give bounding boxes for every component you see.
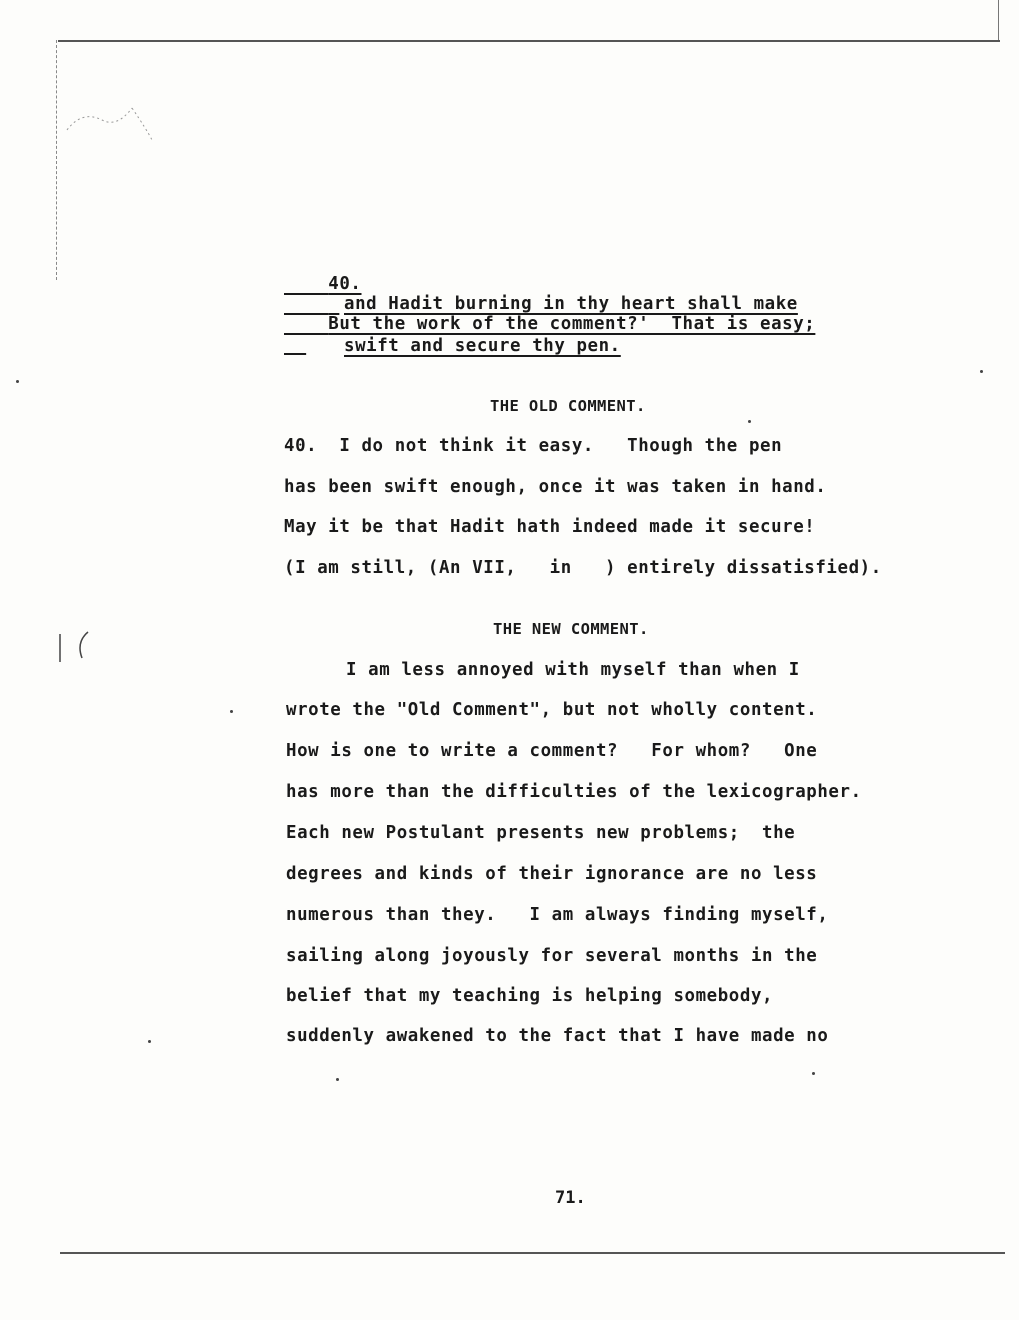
- page-number: 71.: [555, 1188, 586, 1208]
- old-comment-line-3: May it be that Hadit hath indeed made it secure!: [284, 517, 816, 537]
- new-comment-line-2: wrote the "Old Comment", but not wholly content.: [286, 700, 818, 720]
- scan-speck: [748, 420, 751, 423]
- scan-speck: [16, 380, 19, 383]
- new-comment-line-5: Each new Postulant presents new problems; the: [286, 823, 796, 843]
- verse-line-3: swift and secure thy pen.: [344, 336, 621, 356]
- pencil-scribble-mark: [62, 100, 162, 160]
- new-comment-line-6: degrees and kinds of their ignorance are no less: [286, 864, 818, 884]
- new-comment-line-3: How is one to write a comment? For whom? One: [286, 741, 818, 761]
- new-comment-heading: THE NEW COMMENT.: [493, 620, 649, 638]
- scan-speck: [812, 1072, 815, 1075]
- bottom-border-line: [60, 1252, 1005, 1254]
- new-comment-line-1: I am less annoyed with myself than when I: [346, 660, 800, 680]
- verse-text-1: But the work of the comment?' That is easy;: [328, 314, 816, 334]
- new-comment-line-10: suddenly awakened to the fact that I have made no: [286, 1026, 829, 1046]
- left-border-line: [56, 40, 57, 280]
- scan-speck: [230, 710, 233, 713]
- new-comment-line-9: belief that my teaching is helping somebody,: [286, 986, 774, 1006]
- right-edge-line: [998, 0, 999, 40]
- old-comment-line-4: (I am still, (An VII, in ) entirely dissatisfied).: [284, 558, 882, 578]
- new-comment-line-7: numerous than they. I am always finding myself,: [286, 905, 829, 925]
- scan-speck: [148, 1040, 151, 1043]
- verse-line-2: and Hadit burning in thy heart shall make: [344, 294, 798, 314]
- scan-speck: [980, 370, 983, 373]
- verse-number: 40.: [328, 274, 362, 294]
- old-comment-line-2: has been swift enough, once it was taken in hand.: [284, 477, 827, 497]
- old-comment-line-1: 40. I do not think it easy. Though the pen: [284, 436, 783, 456]
- scan-speck: [336, 1078, 339, 1081]
- new-comment-line-8: sailing along joyously for several months in the: [286, 946, 818, 966]
- top-border-line: [58, 40, 1000, 42]
- new-comment-line-4: has more than the difficulties of the lexicographer.: [286, 782, 862, 802]
- margin-pencil-mark: [48, 628, 108, 668]
- old-comment-heading: THE OLD COMMENT.: [490, 397, 646, 415]
